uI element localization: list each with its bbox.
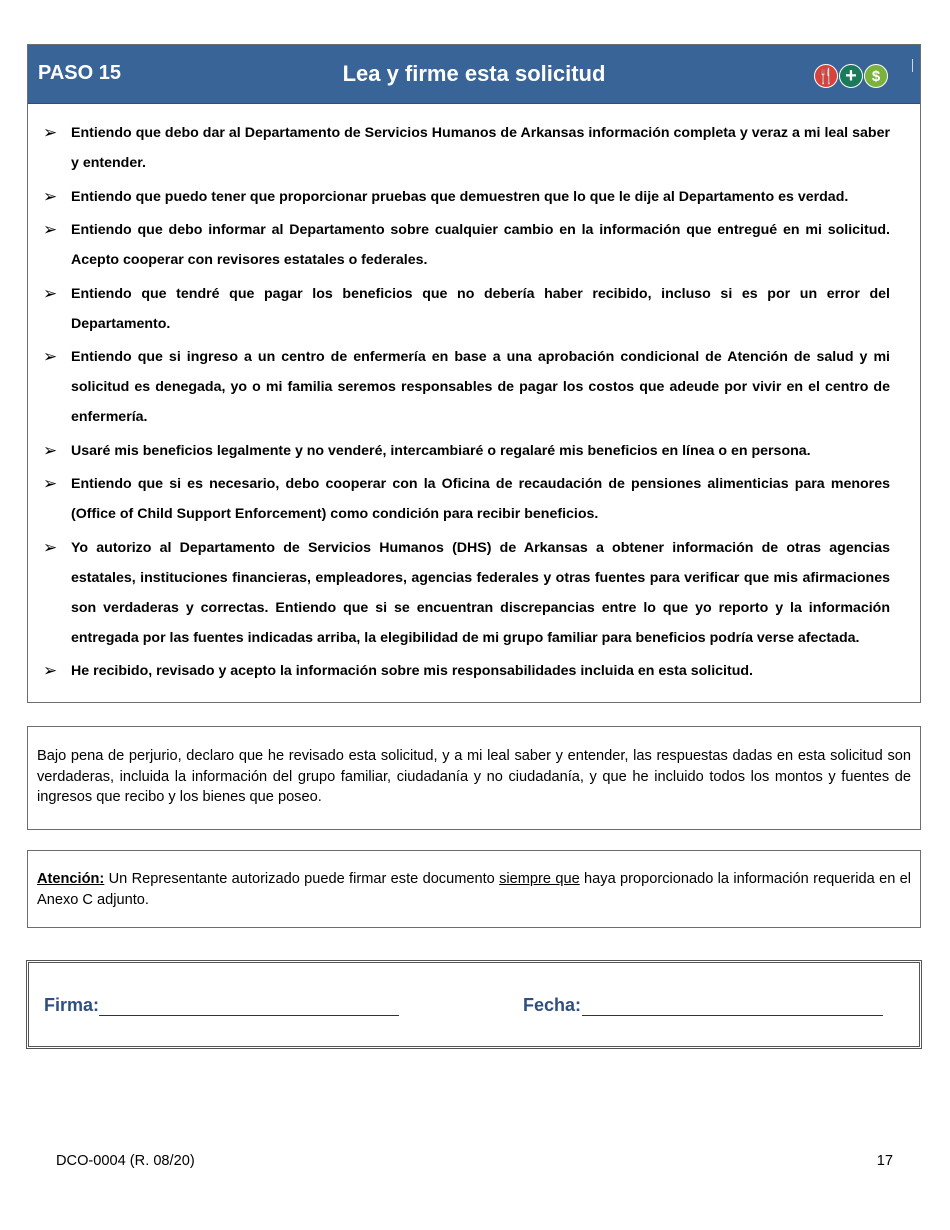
attention-text-after: haya proporcionado la información requerida en el Anexo C adjunto. — [37, 871, 911, 908]
food-assistance-icon: 🍴 — [814, 64, 838, 88]
signature-box — [26, 960, 922, 1049]
date-label: Fecha: — [523, 995, 582, 1015]
list-item: ➢ Entiendo que si ingreso a un centro de enfermería en base a una aprobación condicional de Atención de salud y mi solicitud es denegada, yo o mi familia seremos responsables de pagar los costos que adeude por vivir en el centro de enfermería. — [28, 342, 920, 432]
list-item: ➢ Yo autorizo al Departamento de Servicios Humanos (DHS) de Arkansas a obtener información de otras agencias estatales, instituciones financieras, empleadores, agencias federales y otras fuentes para verificar que mis afirmaciones son verdaderas y correctas. Entiendo que si se encuentran discrepancias entre lo que yo reporto y la información entregada por las fuentes indicadas arriba, la elegibilidad de mi grupo familiar para beneficios podría verse afectada. — [28, 533, 920, 653]
arrow-bullet-icon: ➢ — [43, 537, 58, 557]
list-item: ➢ Entiendo que si es necesario, debo cooperar con la Oficina de recaudación de pensiones alimenticias para menores (Office of Child Support Enforcement) como condición para recibir beneficios. — [28, 469, 920, 529]
list-item: ➢ Usaré mis beneficios legalmente y no venderé, intercambiaré o regalaré mis beneficios en línea o en persona. — [28, 436, 920, 466]
arrow-bullet-icon: ➢ — [43, 220, 58, 239]
step-header — [28, 45, 920, 104]
list-item: ➢ Entiendo que debo dar al Departamento de Servicios Humanos de Arkansas información completa y veraz a mi leal saber y entender. — [28, 118, 920, 178]
arrow-bullet-icon: ➢ — [43, 474, 58, 493]
arrow-bullet-icon: ➢ — [43, 440, 58, 460]
attention-label: Atención: — [37, 871, 105, 887]
list-item: ➢ Entiendo que debo informar al Departamento sobre cualquier cambio en la información que entregué en mi solicitud. Acepto cooperar con revisores estatales o federales. — [28, 215, 920, 275]
cash-assistance-icon: $ — [864, 64, 888, 88]
page-number: 17 — [876, 1153, 893, 1169]
section-title: Lea y firme esta solicitud — [342, 61, 606, 86]
list-item: ➢ Entiendo que tendré que pagar los beneficios que no debería haber recibido, incluso si es por un error del Departamento. — [28, 279, 920, 339]
arrow-bullet-icon: ➢ — [43, 283, 58, 303]
arrow-bullet-icon: ➢ — [43, 661, 58, 680]
step-label: PASO 15 — [38, 62, 121, 84]
program-icons — [814, 64, 888, 88]
list-item: ➢ He recibido, revisado y acepto la información sobre mis responsabilidades incluida en esta solicitud. — [28, 656, 920, 686]
list-item: ➢ Entiendo que puedo tener que proporcionar pruebas que demuestren que lo que le dije al Departamento es verdad. — [28, 182, 920, 212]
attention-text-before: Un Representante autorizado puede firmar este documento — [104, 871, 500, 887]
perjury-statement: Bajo pena de perjurio, declaro que he revisado esta solicitud, y a mi leal saber y entender, las respuestas dadas en esta solicitud son verdaderas, incluida la información del grupo familiar, ciudadanía y no ciudadanía, y que he incluido todos los montos y fuentes de ingresos que recibo y los bienes que poseo. — [37, 748, 911, 805]
signature-label: Firma: — [44, 995, 100, 1015]
arrow-bullet-icon: ➢ — [43, 347, 58, 366]
form-code: DCO-0004 (R. 08/20) — [56, 1153, 195, 1169]
perjury-statement-box — [27, 726, 921, 830]
header-divider — [912, 59, 913, 72]
arrow-bullet-icon: ➢ — [43, 123, 58, 142]
signature-field[interactable] — [99, 1015, 399, 1016]
step-15-section — [27, 44, 921, 703]
arrow-bullet-icon: ➢ — [43, 186, 58, 206]
responsibilities-list — [28, 104, 920, 686]
date-field[interactable] — [582, 1015, 883, 1016]
attention-box — [27, 850, 921, 928]
health-care-icon: + — [839, 64, 863, 88]
attention-underlined: siempre que — [499, 871, 580, 887]
